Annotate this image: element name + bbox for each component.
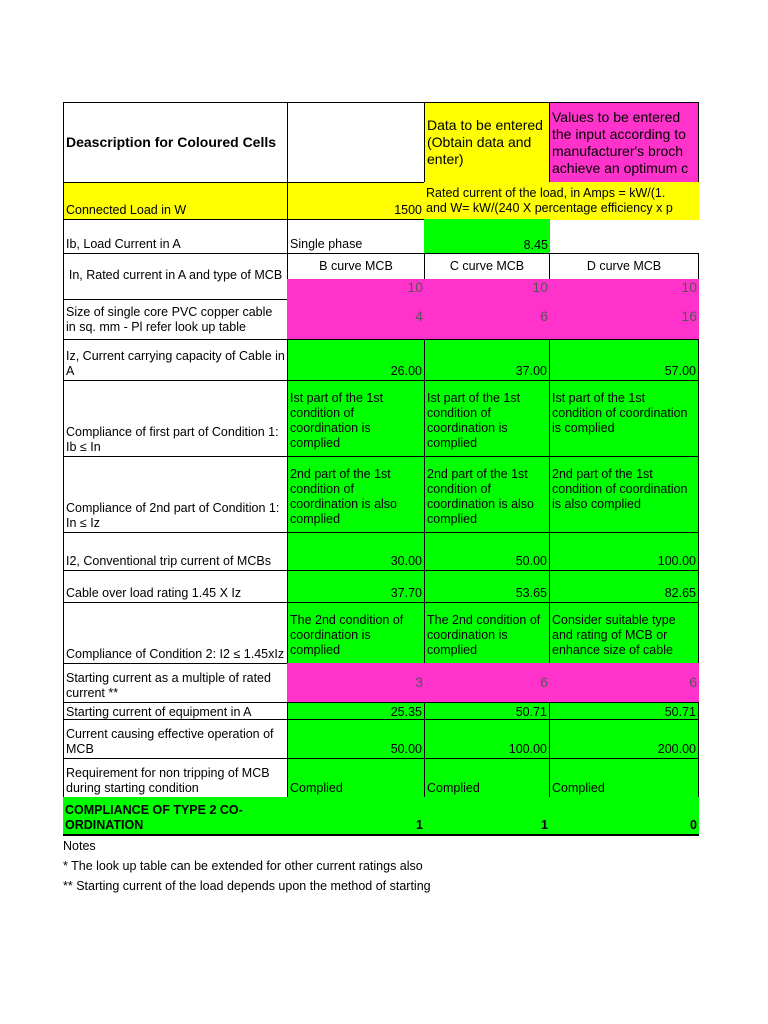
iz-label: Iz, Current carrying capacity of Cable in A xyxy=(63,339,288,381)
d-start-mult[interactable]: 6 xyxy=(549,663,699,703)
b-curve-header: B curve MCB xyxy=(287,253,425,280)
c-cond2: The 2nd condition of coordination is complied xyxy=(424,602,550,664)
c-i2: 50.00 xyxy=(424,532,550,571)
type2-label: COMPLIANCE OF TYPE 2 CO-ORDINATION xyxy=(63,797,288,836)
ib-value: 8.45 xyxy=(424,219,550,254)
c-cond1b: 2nd part of the 1st condition of coordination is also complied xyxy=(424,456,550,533)
c-overload: 53.65 xyxy=(424,570,550,603)
legend-description-label: Deascription for Coloured Cells xyxy=(63,102,288,183)
d-cond1a: Ist part of the 1st condition of coordination is complied xyxy=(549,380,699,457)
b-i2: 30.00 xyxy=(287,532,425,571)
connected-load-note-line2: and W= kW/(240 X percentage efficiency x p xyxy=(426,201,673,215)
connected-load-note xyxy=(424,182,699,220)
connected-load-label: Connected Load in W xyxy=(63,182,288,220)
d-i2: 100.00 xyxy=(549,532,699,571)
c-non-trip: Complied xyxy=(424,758,550,798)
connected-load-value[interactable]: 1500 xyxy=(287,182,425,220)
legend-blank-cell xyxy=(287,102,425,183)
d-rated-current[interactable]: 10 xyxy=(549,279,699,300)
legend-yellow-cell: Data to be entered (Obtain data and enter) xyxy=(424,102,550,183)
non-trip-label: Requirement for non tripping of MCB during starting condition xyxy=(63,758,288,798)
c-iz: 37.00 xyxy=(424,339,550,381)
c-start-mult[interactable]: 6 xyxy=(424,663,550,703)
d-curve-header: D curve MCB xyxy=(549,253,699,280)
c-curve-header: C curve MCB xyxy=(424,253,550,280)
cable-size-label: Size of single core PVC copper cable in sq. mm - Pl refer look up table xyxy=(63,299,288,340)
start-mult-label: Starting current as a multiple of rated current ** xyxy=(63,663,288,703)
d-overload: 82.65 xyxy=(549,570,699,603)
d-cond2: Consider suitable type and rating of MCB or enhance size of cable xyxy=(549,602,699,664)
c-type2: 1 xyxy=(424,797,550,836)
cond1a-label: Compliance of first part of Condition 1: Ib ≤ In xyxy=(63,380,288,457)
coordination-table xyxy=(63,102,697,836)
ib-phase: Single phase xyxy=(287,219,425,254)
d-non-trip: Complied xyxy=(549,758,699,798)
d-type2: 0 xyxy=(549,797,699,836)
note-2: ** Starting current of the load depends upon the method of starting xyxy=(63,879,431,893)
d-start-cur: 50.71 xyxy=(549,702,699,720)
d-cable-size[interactable]: 16 xyxy=(549,299,699,340)
c-cable-size[interactable]: 6 xyxy=(424,299,550,340)
d-eff-op: 200.00 xyxy=(549,719,699,759)
b-cond1a: Ist part of the 1st condition of coordination is complied xyxy=(287,380,425,457)
b-iz: 26.00 xyxy=(287,339,425,381)
b-type2: 1 xyxy=(287,797,425,836)
connected-load-note-line1: Rated current of the load, in Amps = kW/(1. xyxy=(426,186,666,200)
legend-magenta-cell: Values to be entered the input according to manufacturer's broch achieve an optimum c xyxy=(549,102,699,183)
notes-heading: Notes xyxy=(63,839,96,853)
d-cond1b: 2nd part of the 1st condition of coordination is also complied xyxy=(549,456,699,533)
c-start-cur: 50.71 xyxy=(424,702,550,720)
b-rated-current[interactable]: 10 xyxy=(287,279,425,300)
b-cable-size[interactable]: 4 xyxy=(287,299,425,340)
b-non-trip: Complied xyxy=(287,758,425,798)
b-eff-op: 50.00 xyxy=(287,719,425,759)
b-cond1b: 2nd part of the 1st condition of coordination is also complied xyxy=(287,456,425,533)
eff-op-label: Current causing effective operation of MCB xyxy=(63,719,288,759)
start-cur-label: Starting current of equipment in A xyxy=(63,702,288,720)
cond2-label: Compliance of Condition 2: I2 ≤ 1.45xIz xyxy=(63,602,288,664)
c-rated-current[interactable]: 10 xyxy=(424,279,550,300)
note-1: * The look up table can be extended for other current ratings also xyxy=(63,859,423,873)
overload-label: Cable over load rating 1.45 X Iz xyxy=(63,570,288,603)
c-cond1a: Ist part of the 1st condition of coordination is complied xyxy=(424,380,550,457)
cond1b-label: Compliance of 2nd part of Condition 1: In ≤ Iz xyxy=(63,456,288,533)
ib-label: Ib, Load Current in A xyxy=(63,219,288,254)
d-iz: 57.00 xyxy=(549,339,699,381)
b-overload: 37.70 xyxy=(287,570,425,603)
b-start-mult[interactable]: 3 xyxy=(287,663,425,703)
b-cond2: The 2nd condition of coordination is complied xyxy=(287,602,425,664)
b-start-cur: 25.35 xyxy=(287,702,425,720)
in-type-label: In, Rated current in A and type of MCB xyxy=(63,253,288,300)
i2-label: I2, Conventional trip current of MCBs xyxy=(63,532,288,571)
c-eff-op: 100.00 xyxy=(424,719,550,759)
